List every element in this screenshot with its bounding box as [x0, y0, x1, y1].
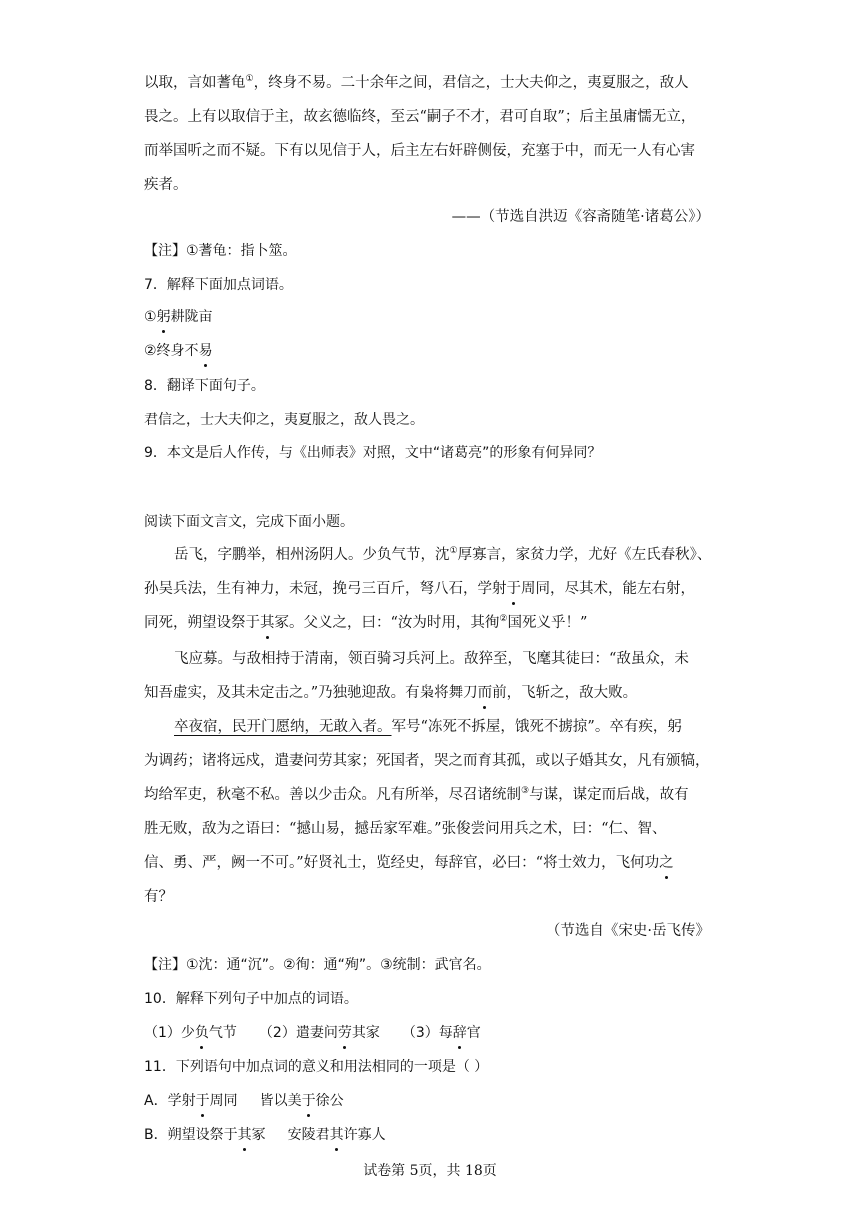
passage2-p1-line3: 同死，朔望设祭于其冢。父义之，曰：“汝为时用，其徇②国死义乎！”	[144, 612, 587, 634]
passage2-p2-line1: 飞应募。与敌相持于清南，领百骑习兵河上。敌猝至，飞麾其徒曰：“敌虽众，未	[174, 651, 689, 667]
q11-title: 11．下列语句中加点词的意义和用法相同的一项是（ ）	[144, 1059, 489, 1075]
passage2-note: 【注】①沈：通“沉”。②徇：通“殉”。③统制：武官名。	[144, 957, 491, 973]
passage1-line3: 而举国听之而不疑。下有以见信于人，后主左右奸辟侧佞，充塞于中，而无一人有心害	[144, 143, 695, 159]
passage2-p3-line5: 信、勇、严，阙一不可。”好贤礼士，览经史，每辞官，必曰：“将士效力，飞何功之	[144, 852, 674, 874]
passage1-line2: 畏之。上有以取信于主，故玄德临终，至云“嗣子不才，君可自取”；后主虽庸懦无立，	[144, 109, 696, 125]
page-footer: 试卷第 5页，共 18页	[363, 1163, 497, 1179]
q8-sentence: 君信之，士大夫仰之，夷夏服之，敌人畏之。	[144, 412, 424, 428]
passage2-p3-line3: 均给军吏，秋毫不私。善以少击众。凡有所举，尽召诸统制③与谋，谋定而后战，故有	[144, 786, 689, 803]
q10-item-3: （3）每辞官	[402, 1025, 481, 1041]
passage1-source: ——（节选自洪迈《容斋随笔·诸葛公》）	[451, 209, 710, 225]
q11-option-a: A．学射于周同 皆以美于徐公	[144, 1090, 344, 1112]
q10-item-1: （1）少负气节	[144, 1025, 237, 1041]
q7-title: 7．解释下面加点词语。	[144, 277, 293, 293]
q9-title: 9．本文是后人作传，与《出师表》对照，文中“诸葛亮”的形象有何异同？	[144, 445, 602, 461]
q11-option-b: B．朔望设祭于其冢 安陵君其许寡人	[144, 1124, 386, 1146]
q8-title: 8．翻译下面句子。	[144, 378, 265, 394]
underlined-sentence: 卒夜宿，民开门愿纳，无敢入者。	[174, 719, 392, 735]
passage1-line4: 疾者。	[144, 177, 188, 193]
passage2-p3-line4: 胜无败，敌为之语曰：“撼山易，撼岳家军难。”张俊尝问用兵之术，曰：“仁、智、	[144, 821, 667, 837]
passage2-source: （节选自《宋史·岳飞传》	[545, 923, 710, 939]
passage2-intro: 阅读下面文言文，完成下面小题。	[144, 514, 354, 530]
passage2-p2-line2: 知吾虚实，及其未定击之。”乃独驰迎敌。有枭将舞刀而前，飞斩之，敌大败。	[144, 682, 637, 704]
passage2-p3-line6: 有？	[144, 889, 173, 905]
passage2-p1-line1: 岳飞，字鹏举，相州汤阴人。少负气节，沈①厚寡言，家贫力学，尤好《左氏春秋》、	[174, 546, 712, 563]
q7-item1: ①躬耕陇亩	[144, 306, 213, 328]
passage1-note: 【注】①蓍龟：指卜筮。	[144, 243, 297, 259]
q10-item-2: （2）遣妻问劳其家	[259, 1025, 380, 1041]
q10-title: 10．解释下列句子中加点的词语。	[144, 991, 358, 1007]
q10-items	[144, 1022, 481, 1044]
passage2-p3-line2: 为调药；诸将远戍，遣妻问劳其家；死国者，哭之而育其孤，或以子婚其女，凡有颁犒，	[144, 753, 710, 769]
passage1-line1: 以取，言如蓍龟①，终身不易。二十余年之间，君信之，士大夫仰之，夷夏服之，敌人	[144, 74, 689, 91]
passage2-p3-line1: 卒夜宿，民开门愿纳，无敢入者。军号“冻死不拆屋，饿死不掳掠”。卒有疾，躬	[174, 719, 682, 735]
q7-item2: ②终身不易	[144, 340, 213, 362]
passage2-p1-line2: 孙吴兵法，生有神力，未冠，挽弓三百斤，弩八石，学射于周同，尽其术，能左右射，	[144, 578, 695, 600]
